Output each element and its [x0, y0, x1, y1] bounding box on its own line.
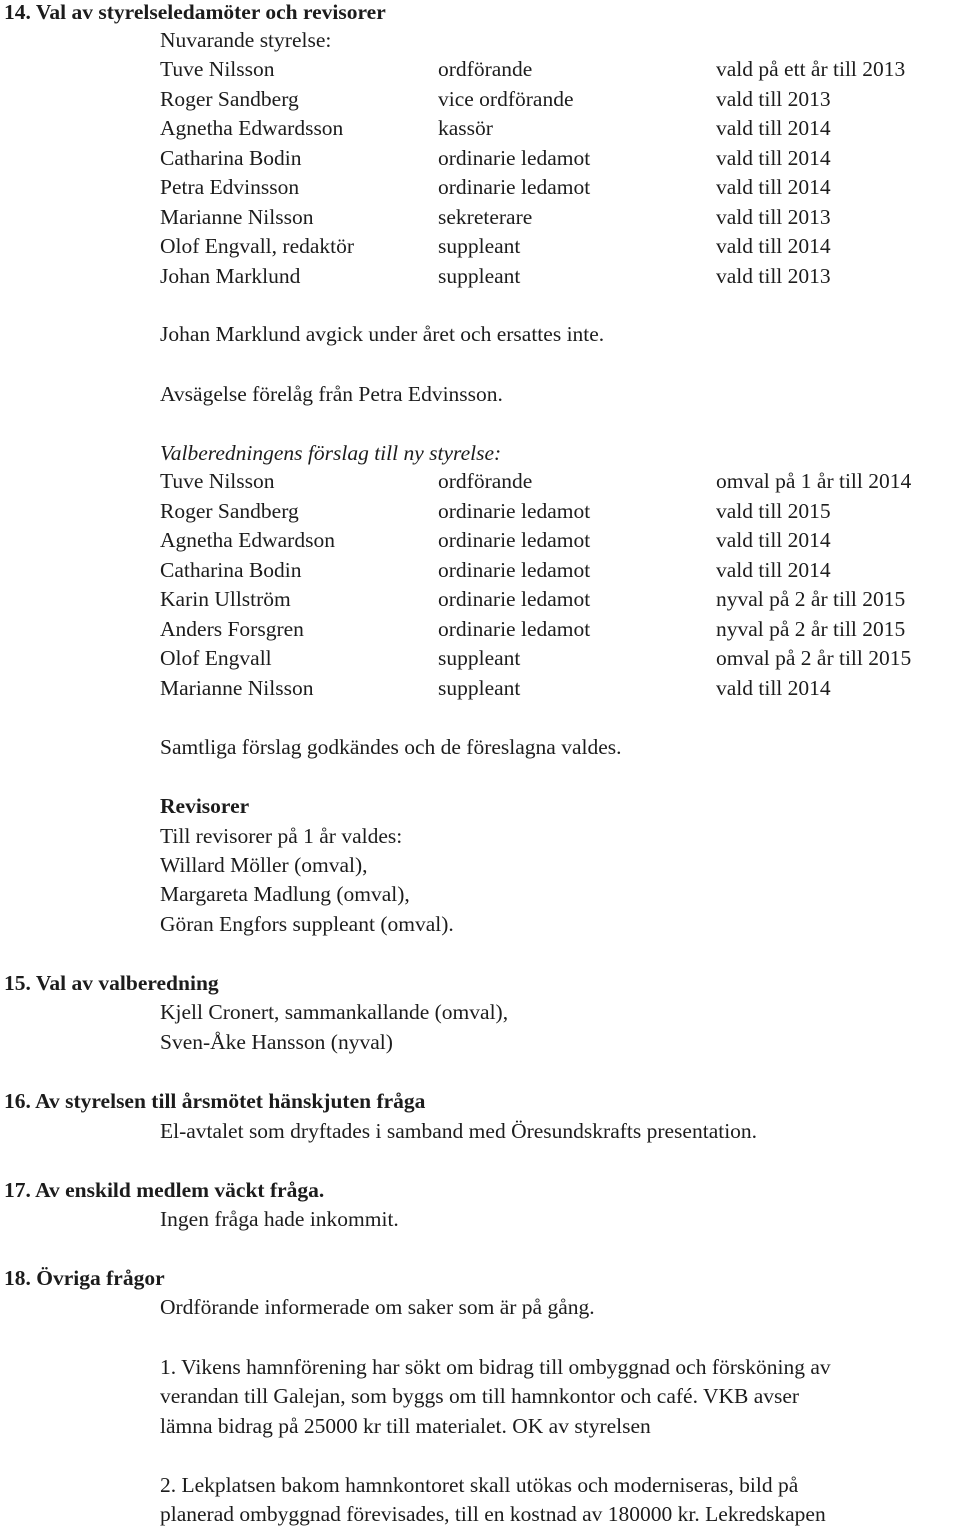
member-term: vald till 2014 — [716, 675, 831, 700]
item-2-line: planerad ombyggnad förevisades, till en kostnad av 180000 kr. Lekredskapen — [160, 1502, 826, 1526]
item-1-line: verandan till Galejan, som byggs om till hamnkontor och café. VKB avser — [160, 1384, 800, 1408]
proposed-board-row — [0, 558, 960, 582]
member-term: vald till 2013 — [716, 204, 831, 229]
auditors-line: Göran Engfors suppleant (omval). — [160, 912, 454, 936]
proposed-board-row — [0, 587, 960, 611]
member-name: Catharina Bodin — [160, 557, 302, 582]
proposed-board-row — [0, 469, 960, 493]
member-name: Karin Ullström — [160, 587, 291, 611]
member-name: Roger Sandberg — [160, 498, 299, 523]
member-term: vald till 2014 — [716, 557, 831, 582]
auditors-line: Margareta Madlung (omval), — [160, 882, 410, 906]
item-1-line: lämna bidrag på 25000 kr till materialet. OK av styrelsen — [160, 1414, 651, 1438]
member-role: suppleant — [438, 675, 521, 700]
current-board-row — [0, 146, 960, 170]
member-term: vald till 2014 — [716, 145, 831, 170]
item-2-line: 2. Lekplatsen bakom hamnkontoret skall utökas och moderniseras, bild på — [160, 1473, 799, 1497]
nomination-committee-line: Sven-Åke Hansson (nyval) — [160, 1030, 393, 1054]
member-term: vald till 2013 — [716, 86, 831, 111]
member-name: Agnetha Edwardson — [160, 528, 335, 552]
auditors-heading: Revisorer — [160, 794, 250, 818]
member-term: omval på 2 år till 2015 — [716, 646, 912, 670]
member-name: Tuve Nilsson — [160, 57, 275, 81]
member-name: Roger Sandberg — [160, 86, 299, 111]
auditors-line: Willard Möller (omval), — [160, 853, 368, 877]
member-name: Olof Engvall — [160, 646, 272, 670]
member-role: ordinarie ledamot — [438, 498, 591, 523]
section-16-text: El-avtalet som dryftades i samband med Öresundskrafts presentation. — [160, 1119, 758, 1143]
member-name: Marianne Nilsson — [160, 675, 314, 700]
member-term: nyval på 2 år till 2015 — [716, 587, 906, 611]
current-board-label: Nuvarande styrelse: — [160, 28, 332, 52]
current-board-row — [0, 116, 960, 140]
member-term: omval på 1 år till 2014 — [716, 469, 912, 493]
proposed-board-row — [0, 528, 960, 552]
member-name: Petra Edvinsson — [160, 175, 300, 199]
member-role: suppleant — [438, 646, 521, 670]
nomination-committee-line: Kjell Cronert, sammankallande (omval), — [160, 1000, 509, 1024]
note-marklund: Johan Marklund avgick under året och ersattes inte. — [160, 322, 605, 346]
member-name: Tuve Nilsson — [160, 469, 275, 493]
member-name: Johan Marklund — [160, 263, 301, 288]
member-role: kassör — [438, 116, 493, 140]
section-14-heading: 14. Val av styrelseledamöter och revisorer — [4, 0, 386, 24]
member-role: ordförande — [438, 57, 533, 81]
section-18-intro: Ordförande informerade om saker som är på gång. — [160, 1295, 595, 1319]
member-name: Marianne Nilsson — [160, 204, 314, 229]
member-term: vald till 2014 — [716, 528, 831, 552]
item-1-line: 1. Vikens hamnförening har sökt om bidrag till ombyggnad och försköning av — [160, 1355, 831, 1379]
approval-text: Samtliga förslag godkändes och de föreslagna valdes. — [160, 735, 622, 759]
proposed-board-row — [0, 646, 960, 670]
member-role: ordinarie ledamot — [438, 557, 591, 582]
section-17-heading: 17. Av enskild medlem väckt fråga. — [4, 1178, 325, 1202]
current-board-row — [0, 234, 960, 258]
section-17-text: Ingen fråga hade inkommit. — [160, 1207, 399, 1231]
member-term: vald till 2014 — [716, 116, 831, 140]
member-name: Agnetha Edwardsson — [160, 116, 344, 140]
member-term: vald till 2014 — [716, 234, 831, 258]
section-16-heading: 16. Av styrelsen till årsmötet hänskjuten fråga — [4, 1089, 426, 1113]
member-role: suppleant — [438, 263, 521, 288]
note-edvinsson: Avsägelse förelåg från Petra Edvinsson. — [160, 382, 503, 406]
member-role: ordinarie ledamot — [438, 528, 591, 552]
member-term: vald till 2014 — [716, 175, 831, 199]
member-role: suppleant — [438, 234, 521, 258]
current-board-row — [0, 205, 960, 229]
proposed-board-row — [0, 617, 960, 641]
member-name: Olof Engvall, redaktör — [160, 234, 355, 258]
member-term: vald till 2015 — [716, 498, 831, 523]
member-term: vald till 2013 — [716, 263, 831, 288]
section-18-heading: 18. Övriga frågor — [4, 1266, 165, 1290]
member-role: ordinarie ledamot — [438, 587, 591, 611]
member-role: ordförande — [438, 469, 533, 493]
member-name: Catharina Bodin — [160, 145, 302, 170]
section-15-heading: 15. Val av valberedning — [4, 971, 219, 995]
member-name: Anders Forsgren — [160, 616, 304, 641]
member-role: vice ordförande — [438, 86, 574, 111]
current-board-row — [0, 175, 960, 199]
member-role: sekreterare — [438, 204, 533, 229]
member-term: vald på ett år till 2013 — [716, 57, 906, 81]
proposal-label: Valberedningens förslag till ny styrelse: — [160, 441, 502, 465]
member-role: ordinarie ledamot — [438, 145, 591, 170]
auditors-line: Till revisorer på 1 år valdes: — [160, 824, 403, 848]
proposed-board-row — [0, 676, 960, 700]
current-board-row — [0, 264, 960, 288]
current-board-row — [0, 87, 960, 111]
proposed-board-row — [0, 499, 960, 523]
member-role: ordinarie ledamot — [438, 616, 591, 641]
member-term: nyval på 2 år till 2015 — [716, 616, 906, 641]
member-role: ordinarie ledamot — [438, 175, 591, 199]
current-board-row — [0, 57, 960, 81]
